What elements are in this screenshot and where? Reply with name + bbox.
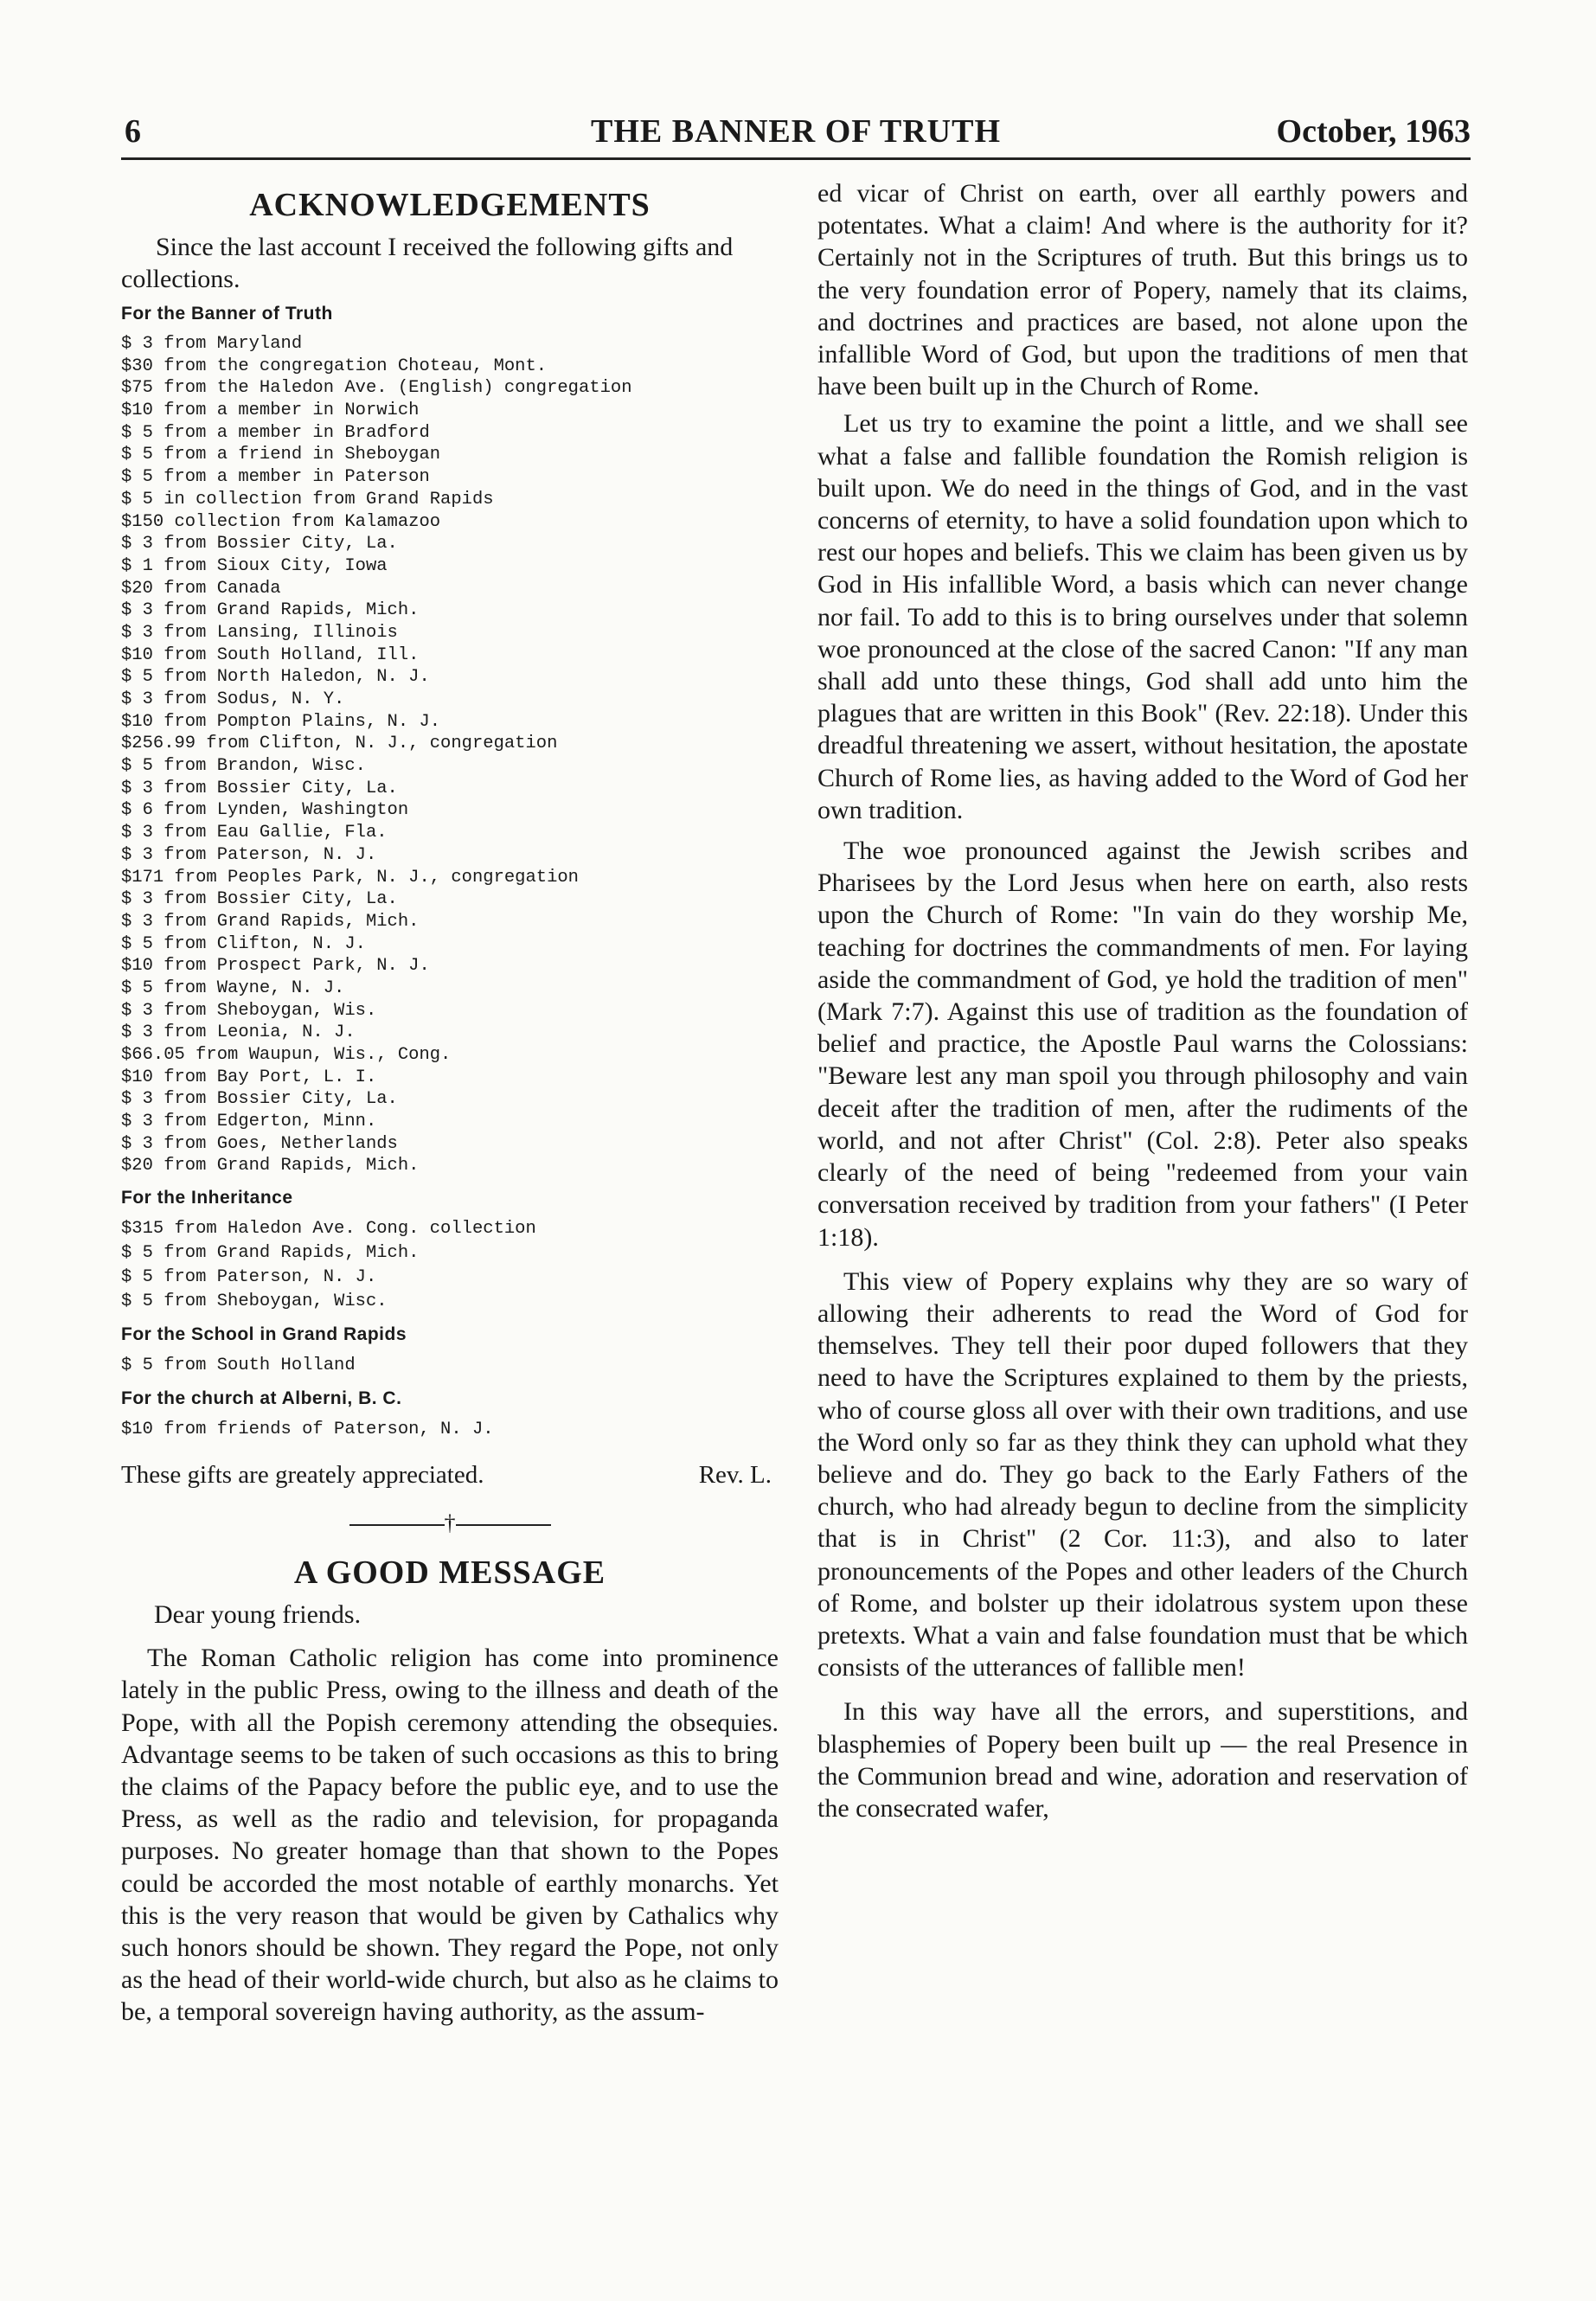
gift-item: $ 5 from a friend in Sheboygan [121, 445, 441, 465]
article-paragraph: The woe pronounced against the Jewish scribes and Pharisees by the Lord Jesus when here on earth, also rests upon the Church of Rome: "In vain do they worship Me, teaching for doctrines the commandments of men. For laying aside the commandment of God, ye hold the tradition of men" (Mark 7:7). Against this use of tradition as the foundation of belief and practice, the Apostle Paul warns the Colossians: "Beware lest any man spoil you through philosophy and vain deceit after the tradition of men, after the rudiments of the world, and not after Christ" (Col. 2:8). Peter also speaks clearly of the need of being "redeemed from your vain conversation received by tradition from your fathers" (I Peter 1:18). [817, 836, 1468, 1252]
gift-item: $ 3 from Sheboygan, Wis. [121, 1000, 377, 1021]
divider-line [456, 1524, 551, 1526]
gift-list [121, 1418, 779, 1442]
gift-item: $ 3 from Bossier City, La. [121, 778, 398, 798]
gift-item: $150 collection from Kalamazoo [121, 511, 441, 532]
gift-section-school [121, 1324, 779, 1378]
gift-item: $ 3 from Paterson, N. J. [121, 844, 377, 865]
gift-item: $ 3 from Bossier City, La. [121, 534, 398, 554]
gift-item: $ 5 from Grand Rapids, Mich. [121, 1243, 420, 1264]
article-paragraph: Let us try to examine the point a little, and we shall see what a false and fallible foundation the Romish religion is built upon. We do need in the things of God, and in the vast concerns of eternity, to have a solid foundation upon which to rest our hopes and beliefs. This we claim has been given us by God in His infallible Word, a basis which can never change nor fail. To add to this is to bring ourselves under that solemn woe pronounced at the close of the sacred Canon: "If any man shall add unto these things, God shall add unto him the plagues that are written in this Book" (Rev. 22:18). Under this dreadful threatening we assert, without hesitation, the apostate Church of Rome lies, as having added to the Word of God her own tradition. [817, 409, 1468, 824]
page-header [121, 112, 1471, 160]
gift-item: $ 3 from Eau Gallie, Fla. [121, 823, 388, 843]
gift-item: $ 5 from South Holland [121, 1356, 356, 1376]
gift-item: $ 5 from a member in Paterson [121, 467, 430, 488]
gift-item: $315 from Haledon Ave. Cong. collection [121, 1219, 536, 1240]
gift-item: $ 5 from Brandon, Wisc. [121, 756, 366, 777]
gift-item: $30 from the congregation Choteau, Mont. [121, 356, 548, 376]
left-column [121, 177, 779, 2029]
section-divider [121, 1510, 779, 1536]
gift-item: $ 5 from Sheboygan, Wisc. [121, 1292, 388, 1312]
article-title: A GOOD MESSAGE [293, 1554, 606, 1592]
gift-item: $ 3 from Goes, Netherlands [121, 1133, 398, 1154]
gift-item: $ 3 from Lansing, Illinois [121, 622, 398, 643]
article-salutation: Dear young friends. [154, 1600, 362, 1630]
gift-list [121, 1217, 779, 1314]
article-paragraph: The Roman Catholic religion has come into prominence lately in the public Press, owing to the illness and death of the Pope, with all the Popish ceremony attending the obsequies. Advantage seems to be taken of such occasions as this to bring the claims of the Papacy before the public eye, and to use the Press, as well as the radio and television, for propaganda purposes. No greater homage than that shown to the Popes could be accorded the most notable of earthly monarchs. Yet this is the very reason that would be given by Cathalics why such honors should be shown. They regard the Pope, not only as the head of their world-wide church, but also as he claims to be, a temporal sovereign having authority, as the assum- [121, 1644, 779, 2027]
gift-item: $66.05 from Waupun, Wis., Cong. [121, 1045, 452, 1065]
signature: Rev. L. [698, 1461, 772, 1490]
gift-section-banner [121, 304, 779, 1177]
gift-section-inheritance [121, 1188, 779, 1314]
publication-title: THE BANNER OF TRUTH [590, 113, 1002, 150]
article-paragraph: In this way have all the errors, and superstitions, and blasphemies of Popery been built up — the real Presence in the Communion bread and wine, adoration and reservation of the consecrated wafer, [817, 1697, 1468, 1823]
gift-section-heading: For the Inheritance [121, 1188, 293, 1208]
gift-item: $ 5 from Wayne, N. J. [121, 977, 345, 998]
gift-item: $ 3 from Maryland [121, 334, 303, 354]
gift-item: $ 6 from Lynden, Washington [121, 800, 409, 821]
gift-item: $10 from friends of Paterson, N. J. [121, 1420, 494, 1440]
acknowledgements-intro: Since the last account I received the following gifts and collections. [121, 233, 734, 293]
page-number: 6 [125, 113, 141, 150]
gift-item: $ 3 from Bossier City, La. [121, 889, 398, 910]
acknowledgement-closing [121, 1461, 779, 1490]
acknowledgements-title: ACKNOWLEDGEMENTS [249, 187, 651, 223]
article-body-right [817, 177, 1468, 1824]
gift-item: $171 from Peoples Park, N. J., congregation [121, 867, 579, 888]
gift-list [121, 1354, 779, 1378]
gift-section-heading: For the church at Alberni, B. C. [121, 1388, 402, 1409]
gift-item: $10 from a member in Norwich [121, 401, 420, 421]
gift-item: $10 from South Holland, Ill. [121, 644, 420, 665]
gift-item: $256.99 from Clifton, N. J., congregation [121, 734, 558, 754]
divider-line [349, 1524, 445, 1526]
gift-item: $20 from Grand Rapids, Mich. [121, 1156, 420, 1176]
gift-item: $ 3 from Bossier City, La. [121, 1089, 398, 1110]
gift-section-heading: For the Banner of Truth [121, 304, 333, 324]
gift-item: $ 3 from Edgerton, Minn. [121, 1112, 377, 1132]
gift-section-church [121, 1388, 779, 1442]
gift-item: $75 from the Haledon Ave. (English) congregation [121, 378, 632, 399]
gift-item: $ 5 in collection from Grand Rapids [121, 489, 494, 510]
gift-item: $ 5 from Clifton, N. J. [121, 933, 366, 954]
article-paragraph: ed vicar of Christ on earth, over all earthly powers and potentates. What a claim! And where is the authority for it? Certainly not in the Scriptures of truth. But this brings us to the very foundation error of Popery, namely that its claims, and doctrines and practices are based, not alone upon the infallible Word of God, but upon the traditions of men that have been built up in the Church of Rome. [817, 179, 1468, 401]
article-body-left [121, 1642, 779, 2028]
gift-item: $ 3 from Sodus, N. Y. [121, 689, 345, 709]
gift-item: $ 3 from Grand Rapids, Mich. [121, 600, 420, 621]
right-column [817, 177, 1468, 1824]
issue-date: October, 1963 [1276, 113, 1471, 150]
gift-section-heading: For the School in Grand Rapids [121, 1324, 407, 1345]
gift-item: $ 5 from a member in Bradford [121, 422, 430, 443]
cross-icon: † [444, 1510, 456, 1536]
article-paragraph: This view of Popery explains why they are so wary of allowing their adherents to read the Word of God for themselves. They tell their poor duped followers that they need to have the Scriptures explained to them by the priests, who of course gloss all over with their own traditions, and use the Word only so far as they think they can uphold what they believe and do. They go back to the Early Fathers of the church, who had already begun to decline from the simplicity that is in Christ" (2 Cor. 11:3), and also to later pronouncements of the Popes and other leaders of the Church of Rome, and bolster up their idolatrous system upon these pretexts. What a vain and false foundation must that be which consists of the utterances of fallible men! [817, 1266, 1468, 1682]
thanks-text: These gifts are greately appreciated. [121, 1461, 484, 1490]
gift-item: $ 5 from North Haledon, N. J. [121, 667, 430, 688]
gift-item: $10 from Pompton Plains, N. J. [121, 711, 441, 732]
gift-list [121, 333, 779, 1177]
gift-item: $ 5 from Paterson, N. J. [121, 1267, 377, 1288]
gift-item: $10 from Prospect Park, N. J. [121, 956, 430, 977]
gift-item: $ 3 from Leonia, N. J. [121, 1022, 356, 1043]
gift-item: $ 1 from Sioux City, Iowa [121, 555, 388, 576]
gift-item: $ 3 from Grand Rapids, Mich. [121, 911, 420, 932]
gift-item: $10 from Bay Port, L. I. [121, 1067, 377, 1087]
gift-item: $20 from Canada [121, 578, 281, 599]
